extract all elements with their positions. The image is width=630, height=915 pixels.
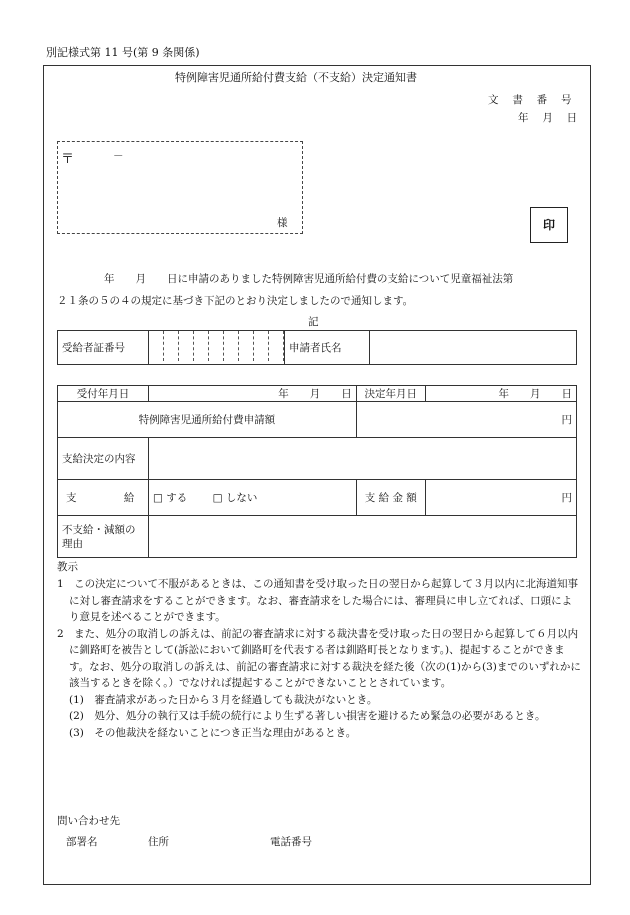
address-box (57, 141, 303, 234)
notice-p1: 1 この決定について不服があるときは、この通知書を受け取った日の翌日から起算して３月以内に北海道知事に対し審査請求をすることができます。なお、審査請求をした場合には、審理員に申し立てれば、口頭により意見を述べることができます。 (57, 578, 578, 623)
pay-amount-label: 支 給 金 額 (356, 480, 425, 516)
apply-amount-value: 円 (356, 402, 576, 438)
contact-heading: 問い合わせ先 (57, 815, 120, 827)
recipient-table (57, 330, 577, 365)
notice-item-3: (3) その他裁決を経ないことにつき正当な理由があるとき。 (69, 726, 357, 739)
notice-item-2: (2) 処分、処分の執行又は手続の続行により生ずる著しい損害を避けるため緊急の必要があるとき。 (69, 710, 546, 722)
checkbox-do[interactable]: □ する (153, 492, 188, 504)
shikyu-label (58, 480, 149, 516)
form-id: 別記様式第 11 号(第 9 条関係) (46, 46, 200, 59)
seal-box: 印 (530, 207, 568, 243)
contact-address: 住所 (148, 836, 169, 848)
ki-label: 記 (308, 316, 319, 328)
decision-content-value (149, 438, 577, 480)
contact-phone: 電話番号 (270, 836, 312, 848)
shikyu-label-b: 給 (123, 492, 135, 504)
applicant-name-value (370, 331, 577, 365)
decision-date-value: 年 月 日 (425, 386, 576, 402)
shikyu-choice (149, 480, 357, 516)
checkbox-dont[interactable]: □ しない (212, 492, 258, 504)
notice-body (57, 576, 581, 741)
reason-label-text: 不支給・減額の理由 (62, 523, 136, 550)
shikyu-label-a: 支 (66, 492, 77, 504)
notice-heading: 教示 (57, 561, 78, 573)
recipient-no-label: 受給者証番号 (58, 331, 149, 365)
intro-line-1: 年 月 日に申請のありました特例障害児通所給付費の支給について児童福祉法第 (104, 273, 514, 285)
postal-mark: 〒 (61, 152, 75, 167)
received-date-value: 年 月 日 (149, 386, 357, 402)
form-title: 特例障害児通所給付費支給（不支給）決定通知書 (175, 71, 417, 84)
applicant-name-label: 申請者氏名 (285, 331, 370, 365)
notice-p2: 2 また、処分の取消しの訴えは、前記の審査請求に対する裁決書を受け取った日の翌日から起算して６月以内に釧路町を被告として(訴訟において釧路町を代表する者は釧路町長となります。)、提起することができます。なお、処分の取消しの訴えは、前記の審査請求に対する裁決を経た後（次の(1)から(3)までのいずれかに該当するときを除く。）でなければ提起することができないこととされています。 (57, 627, 581, 689)
received-date-label: 受付年月日 (58, 386, 149, 402)
decision-content-label: 支給決定の内容 (58, 438, 149, 480)
recipient-no-value (149, 331, 285, 365)
decision-date-label: 決定年月日 (356, 386, 425, 402)
pay-amount-value: 円 (425, 480, 576, 516)
doc-number-label: 文 書 番 号 (488, 94, 577, 106)
honorific: 様 (277, 217, 288, 229)
reason-label (58, 516, 149, 558)
apply-amount-label: 特例障害児通所給付費申請額 (58, 402, 357, 438)
reason-value (149, 516, 577, 558)
notice-item-1: (1) 審査請求があった日から３月を経過しても裁決がないとき。 (69, 693, 378, 706)
postal-dash: － (113, 150, 124, 162)
date-label: 年 月 日 (518, 112, 583, 124)
contact-dept: 部署名 (66, 836, 98, 848)
decision-table (57, 385, 577, 558)
intro-line-2: ２１条の５の４の規定に基づき下記のとおり決定しましたので通知します。 (57, 295, 414, 307)
